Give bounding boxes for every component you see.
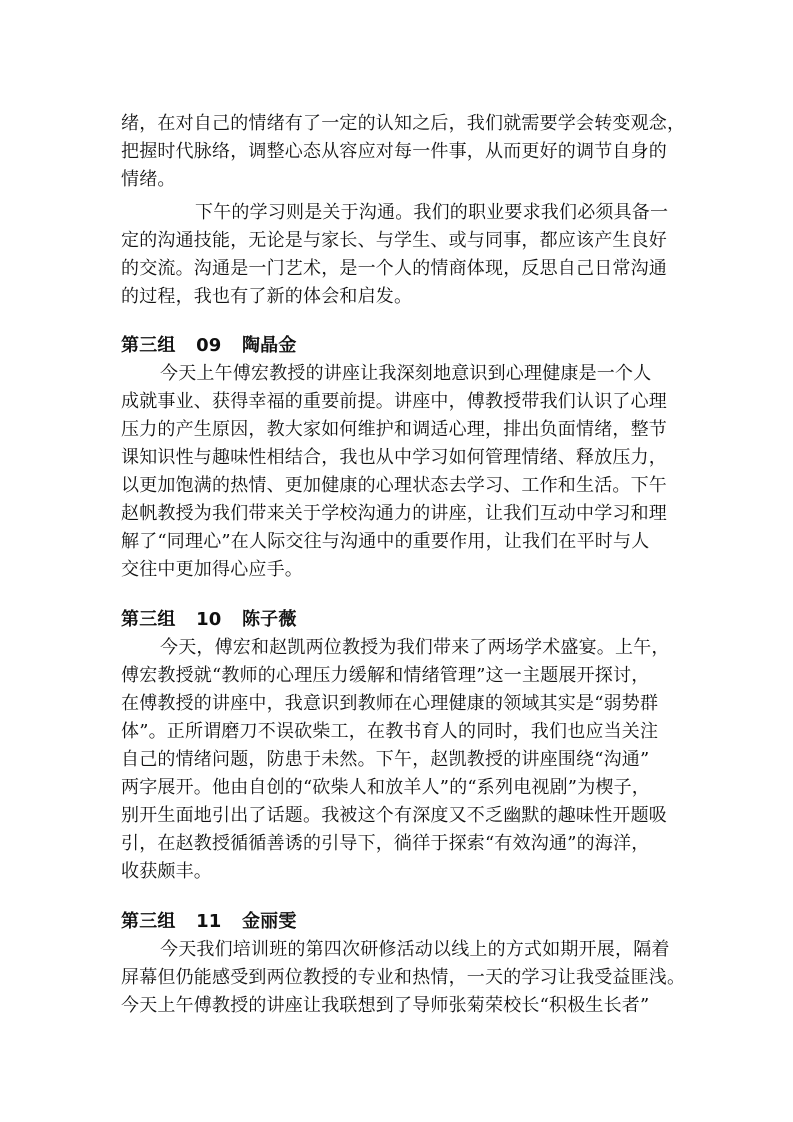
intro-line-7: 的过程，我也有了新的体会和启发。 [121, 286, 413, 307]
intro-line-5: 定的沟通技能，无论是与家长、与学生、或与同事，都应该产生良好 [121, 230, 667, 251]
section-09-line-6: 赵帆教授为我们带来关于学校沟通力的讲座，让我们互动中学习和理 [121, 503, 667, 524]
section-10-line-8: 引，在赵教授循循善诱的引导下，徜徉于探索“有效沟通”的海洋， [121, 833, 650, 854]
section-heading-10: 第三组 10 陈子薇 [121, 609, 297, 630]
section-09-line-3: 压力的产生原因，教大家如何维护和调适心理，排出负面情绪，整节 [121, 419, 667, 440]
section-09-line-7: 解了“同理心”在人际交往与沟通中的重要作用，让我们在平时与人 [121, 531, 650, 552]
section-10-line-2: 傅宏教授就“教师的心理压力缓解和情绪管理”这一主题展开探讨， [121, 665, 650, 686]
intro-line-4: 下午的学习则是关于沟通。我们的职业要求我们必须具备一 [195, 202, 669, 223]
section-heading-09: 第三组 09 陶晶金 [121, 335, 297, 356]
section-10-line-5: 自己的情绪问题，防患于未然。下午，赵凯教授的讲座围绕“沟通” [121, 749, 650, 770]
intro-line-6: 的交流。沟通是一门艺术，是一个人的情商体现，反思自己日常沟通 [121, 258, 667, 279]
section-10-line-9: 收获颇丰。 [121, 861, 212, 882]
section-09-line-1: 今天上午傅宏教授的讲座让我深刻地意识到心理健康是一个人 [160, 363, 652, 384]
section-09-line-4: 课知识性与趣味性相结合，我也从中学习如何管理情绪、释放压力， [121, 447, 667, 468]
section-10-line-7: 别开生面地引出了话题。我被这个有深度又不乏幽默的趣味性开题吸 [121, 805, 667, 826]
section-09-line-2: 成就事业、获得幸福的重要前提。讲座中，傅教授带我们认识了心理 [121, 391, 667, 412]
section-11-line-2: 屏幕但仍能感受到两位教授的专业和热情，一天的学习让我受益匪浅。 [121, 967, 686, 988]
section-10-line-3: 在傅教授的讲座中，我意识到教师在心理健康的领域其实是“弱势群 [121, 693, 659, 714]
intro-line-2: 把握时代脉络，调整心态从容应对每一件事，从而更好的调节自身的 [121, 141, 667, 162]
intro-line-1: 绪，在对自己的情绪有了一定的认知之后，我们就需要学会转变观念， [121, 113, 686, 134]
section-10-line-6: 两字展开。他由自创的“砍柴人和放羊人”的“系列电视剧”为楔子， [121, 777, 651, 798]
intro-line-3: 情绪。 [121, 169, 176, 190]
section-10-line-1: 今天，傅宏和赵凯两位教授为我们带来了两场学术盛宴。上午， [160, 637, 670, 658]
section-11-line-1: 今天我们培训班的第四次研修活动以线上的方式如期开展，隔着 [160, 939, 670, 960]
section-11-line-3: 今天上午傅教授的讲座让我联想到了导师张菊荣校长“积极生长者” [121, 995, 650, 1016]
section-09-line-5: 以更加饱满的热情、更加健康的心理状态去学习、工作和生活。下午 [121, 475, 667, 496]
section-heading-11: 第三组 11 金丽雯 [121, 911, 297, 932]
section-09-line-8: 交往中更加得心应手。 [121, 559, 303, 580]
section-10-line-4: 体”。正所谓磨刀不误砍柴工，在教书育人的同时，我们也应当关注 [121, 721, 659, 742]
